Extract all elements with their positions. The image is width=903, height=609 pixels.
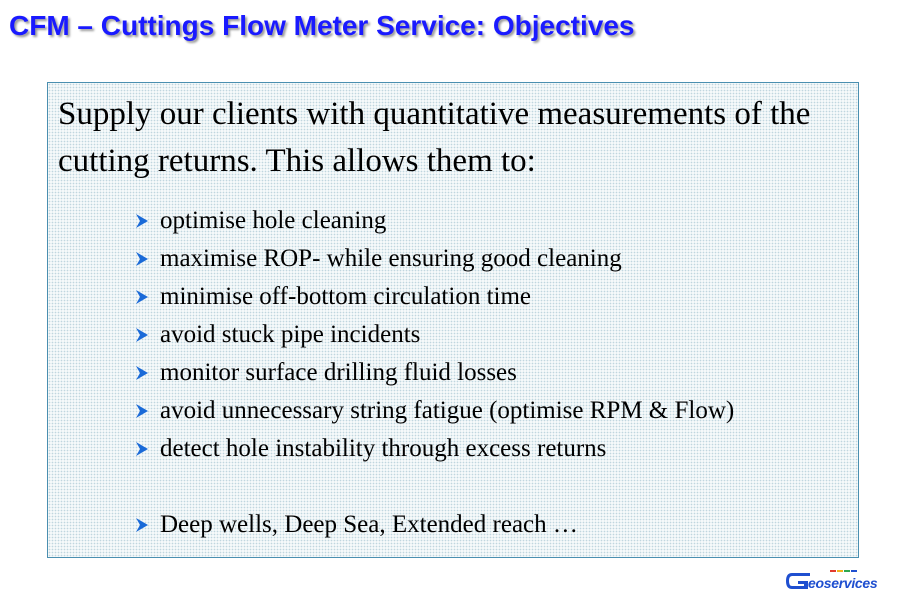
bullet-text: maximise ROP- while ensuring good cleaning bbox=[160, 245, 622, 272]
geoservices-logo bbox=[784, 569, 898, 595]
bullet-text: avoid unnecessary string fatigue (optimise RPM & Flow) bbox=[160, 397, 735, 424]
objectives-list bbox=[136, 202, 734, 544]
content-box bbox=[47, 82, 859, 558]
bullet-text: avoid stuck pipe incidents bbox=[160, 321, 421, 348]
list-item bbox=[136, 240, 734, 278]
arrow-bullet-icon bbox=[136, 328, 148, 342]
intro-text: Supply our clients with quantitative measurements of the cutting returns. This allows them to: bbox=[58, 96, 811, 179]
bullet-text: Deep wells, Deep Sea, Extended reach … bbox=[160, 511, 578, 538]
list-item bbox=[136, 430, 734, 468]
arrow-bullet-icon bbox=[136, 252, 148, 266]
bullet-text: monitor surface drilling fluid losses bbox=[160, 359, 517, 386]
bullet-text: minimise off-bottom circulation time bbox=[160, 283, 531, 310]
list-item bbox=[136, 392, 734, 430]
list-item bbox=[136, 506, 734, 544]
arrow-bullet-icon bbox=[136, 366, 148, 380]
arrow-bullet-icon bbox=[136, 518, 148, 532]
list-item bbox=[136, 278, 734, 316]
bullet-text: detect hole instability through excess returns bbox=[160, 435, 607, 462]
list-item bbox=[136, 354, 734, 392]
list-item bbox=[136, 316, 734, 354]
arrow-bullet-icon bbox=[136, 290, 148, 304]
arrow-bullet-icon bbox=[136, 442, 148, 456]
bullet-text: optimise hole cleaning bbox=[160, 207, 387, 234]
arrow-bullet-icon bbox=[136, 404, 148, 418]
slide-title: CFM – Cuttings Flow Meter Service: Objectives bbox=[9, 10, 635, 41]
logo-text: eoservices bbox=[808, 575, 878, 591]
list-item bbox=[136, 202, 734, 240]
arrow-bullet-icon bbox=[136, 214, 148, 228]
